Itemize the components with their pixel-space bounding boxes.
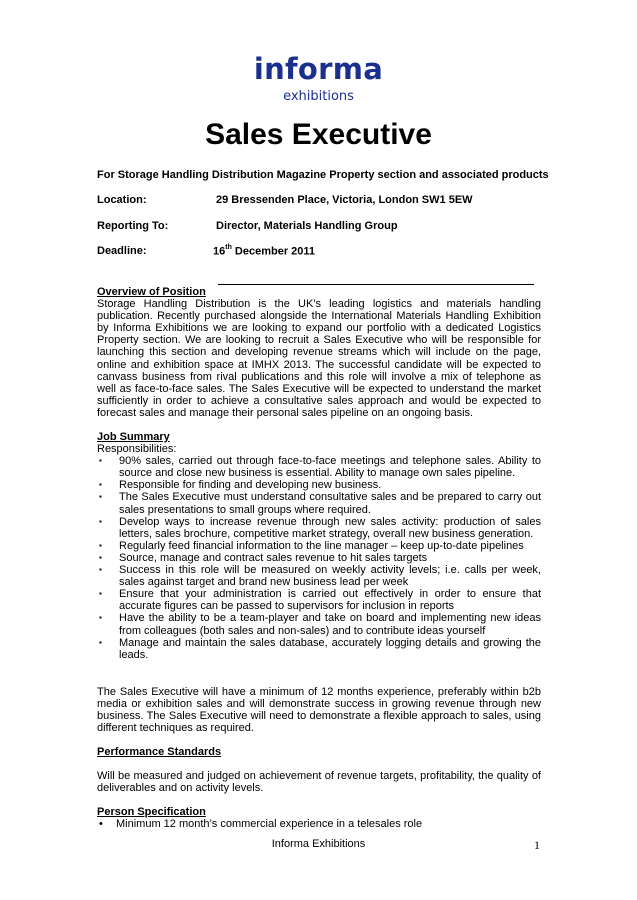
square-bullet-icon: ▪: [99, 589, 102, 599]
list-item: ▪ Source, manage and contract sales revenue to hit sales targets: [99, 551, 428, 564]
performance-heading: Performance Standards: [97, 746, 222, 758]
job-summary-section: [97, 431, 541, 661]
job-summary-heading: Job Summary: [97, 431, 170, 443]
reporting-label: Reporting To:: [97, 220, 169, 232]
list-item: ▪ Have the ability to be a team-player and take on board and implementing new ideas from colleagues (both sales and non-sales) and to contribute ideas yourself: [99, 612, 541, 637]
square-bullet-icon: ▪: [99, 480, 102, 490]
informa-logo-sub: exhibitions: [283, 89, 354, 104]
square-bullet-icon: ▪: [99, 565, 102, 575]
square-bullet-icon: ▪: [99, 540, 102, 550]
location-label: Location:: [97, 194, 147, 206]
page-number: 1: [534, 838, 540, 852]
square-bullet-icon: ▪: [99, 613, 102, 623]
list-item: ▪ Regularly feed financial information to the line manager – keep up-to-date pipelines: [99, 539, 524, 552]
responsibilities-list: [97, 455, 541, 661]
informa-logo: informa: [253, 52, 384, 86]
list-item: ▪ Develop ways to increase revenue through new sales activity: production of sales letters, sales brochure, competitive market strategy, overall new business generation.: [99, 515, 541, 540]
overview-heading: Overview of Position: [97, 286, 206, 298]
deadline-value: 16th December 2011: [213, 244, 316, 258]
square-bullet-icon: ▪: [99, 516, 102, 526]
list-item: ▪ The Sales Executive must understand consultative sales and be prepared to carry out sales presentations to small groups where required.: [99, 491, 541, 516]
overview-text: Storage Handling Distribution is the UK’s leading logistics and materials handling publication. Recently purchased alongside the International Materials Handling Exhibition by Informa Exhibitions we are looking to expand our portfolio with a dedicated Logistics Property section. We are looking to recruit a Sales Executive who will be responsible for launching this section and developing revenue streams which will include on the page, online and exhibition space at IMHX 2013. The successful candidate will be expected to canvass business from rival publications and this role will involve a mix of telephone as well as face-to-face sales. The Sales Executive will be expected to understand the market sufficiently in order to achieve a consultative sales approach and would be expected to forecast sales and manage their personal sales pipeline on an ongoing basis.: [97, 298, 541, 419]
person-spec-heading: Person Specification: [97, 806, 206, 818]
page-title: Sales Executive: [205, 118, 432, 151]
experience-text: The Sales Executive will have a minimum of 12 months experience, preferably within b2b media or exhibition sales and will demonstrate success in growing revenue through new business. The Sales Executive will need to demonstrate a flexible approach to sales, using different techniques as required.: [97, 686, 541, 735]
location-value: 29 Bressenden Place, Victoria, London SW1 5EW: [216, 194, 473, 206]
performance-text: Will be measured and judged on achievement of revenue targets, profitability, the quality of deliverables and on activity levels.: [97, 770, 541, 795]
bullet-icon: •: [99, 818, 103, 830]
list-item: ▪ Ensure that your administration is carried out effectively in order to ensure that accurate figures can be passed to supervisors for inclusion in reports: [99, 588, 541, 613]
list-item: ▪ Success in this role will be measured on weekly activity levels; i.e. calls per week, sales against target and brand new business lead per week: [99, 564, 541, 589]
square-bullet-icon: ▪: [99, 552, 102, 562]
person-spec-list: [97, 818, 541, 830]
square-bullet-icon: ▪: [99, 456, 102, 466]
overview-section: [97, 286, 541, 419]
subtitle: For Storage Handling Distribution Magazine Property section and associated products: [97, 169, 549, 181]
list-item: ▪ 90% sales, carried out through face-to-face meetings and telephone sales. Ability to source and close new business is essential. Ability to manage own sales pipeline.: [99, 455, 541, 480]
responsibilities-label: Responsibilities:: [97, 443, 177, 456]
square-bullet-icon: ▪: [99, 637, 102, 647]
list-item: ▪ Manage and maintain the sales database, accurately logging details and growing the leads.: [99, 636, 541, 661]
footer-text: Informa Exhibitions: [271, 838, 366, 850]
deadline-label: Deadline:: [97, 245, 147, 257]
list-item: • Minimum 12 month’s commercial experience in a telesales role: [99, 818, 423, 830]
list-item: ▪ Responsible for finding and developing new business.: [99, 479, 382, 492]
divider-line: [218, 284, 534, 285]
reporting-value: Director, Materials Handling Group: [216, 220, 398, 232]
square-bullet-icon: ▪: [99, 492, 102, 502]
